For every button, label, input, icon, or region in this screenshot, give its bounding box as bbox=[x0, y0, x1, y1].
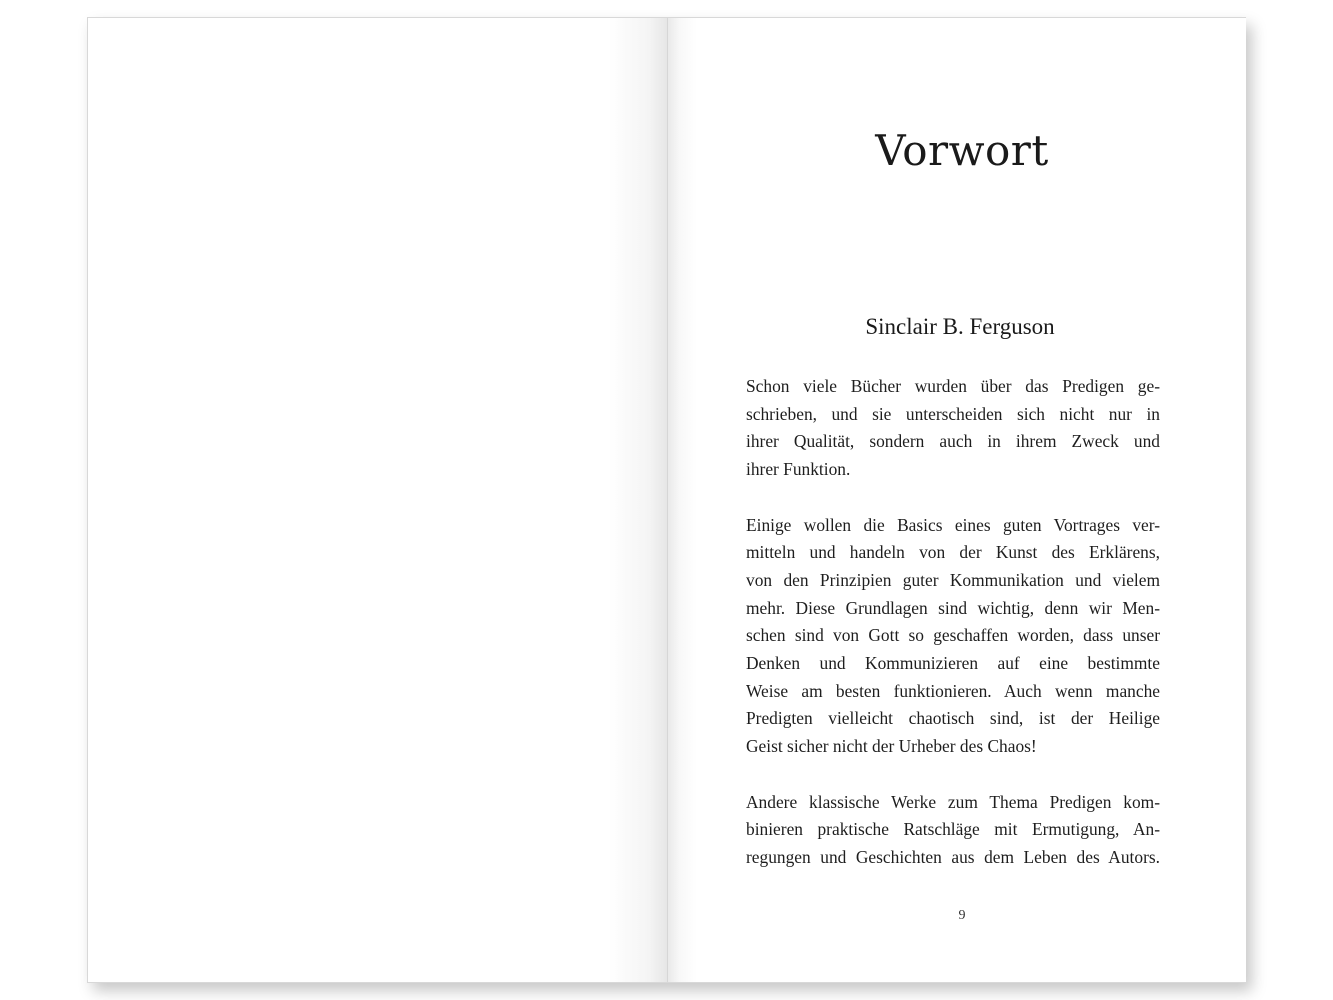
chapter-title: Vorwort bbox=[875, 126, 1049, 175]
book-spread bbox=[87, 17, 1246, 983]
text-line: Schon viele Bücher wurden über das Predigen ge- bbox=[746, 376, 1160, 396]
paragraph bbox=[746, 789, 1160, 872]
text-line: regungen und Geschichten aus dem Leben des Autors. bbox=[746, 846, 1160, 867]
text-line: Predigten vielleicht chaotisch sind, ist der Heilige bbox=[746, 708, 1160, 729]
text-line: mehr. Diese Grundlagen sind wichtig, denn wir Men- bbox=[746, 597, 1160, 618]
text-line: von den Prinzipien guter Kommunikation und vielem bbox=[746, 569, 1160, 590]
text-line: Einige wollen die Basics eines guten Vortrages ver- bbox=[746, 514, 1160, 535]
text-line: schen sind von Gott so geschaffen worden, dass unser bbox=[746, 625, 1160, 646]
right-page bbox=[667, 18, 1246, 982]
text-line: Denken und Kommunizieren auf eine bestimmte bbox=[746, 653, 1160, 674]
body-text bbox=[746, 373, 1160, 899]
text-line: Andere klassische Werke zum Thema Predigen kom- bbox=[746, 791, 1160, 812]
text-line: schrieben, und sie unterscheiden sich nicht nur in bbox=[746, 403, 1160, 424]
text-line: ihrer Funktion. bbox=[746, 459, 851, 480]
text-line: mitteln und handeln von der Kunst des Erklärens, bbox=[746, 542, 1160, 563]
left-page bbox=[88, 18, 667, 982]
text-line: binieren praktische Ratschläge mit Ermutigung, An- bbox=[746, 819, 1160, 840]
text-line: ihrer Qualität, sondern auch in ihrem Zweck und bbox=[746, 431, 1160, 452]
author-name: Sinclair B. Ferguson bbox=[865, 314, 1055, 339]
paragraph bbox=[746, 512, 1160, 761]
text-line: Weise am besten funktionieren. Auch wenn manche bbox=[746, 680, 1160, 701]
paragraph bbox=[746, 373, 1160, 484]
text-line: Geist sicher nicht der Urheber des Chaos! bbox=[746, 736, 1037, 757]
page-number: 9 bbox=[958, 908, 966, 923]
